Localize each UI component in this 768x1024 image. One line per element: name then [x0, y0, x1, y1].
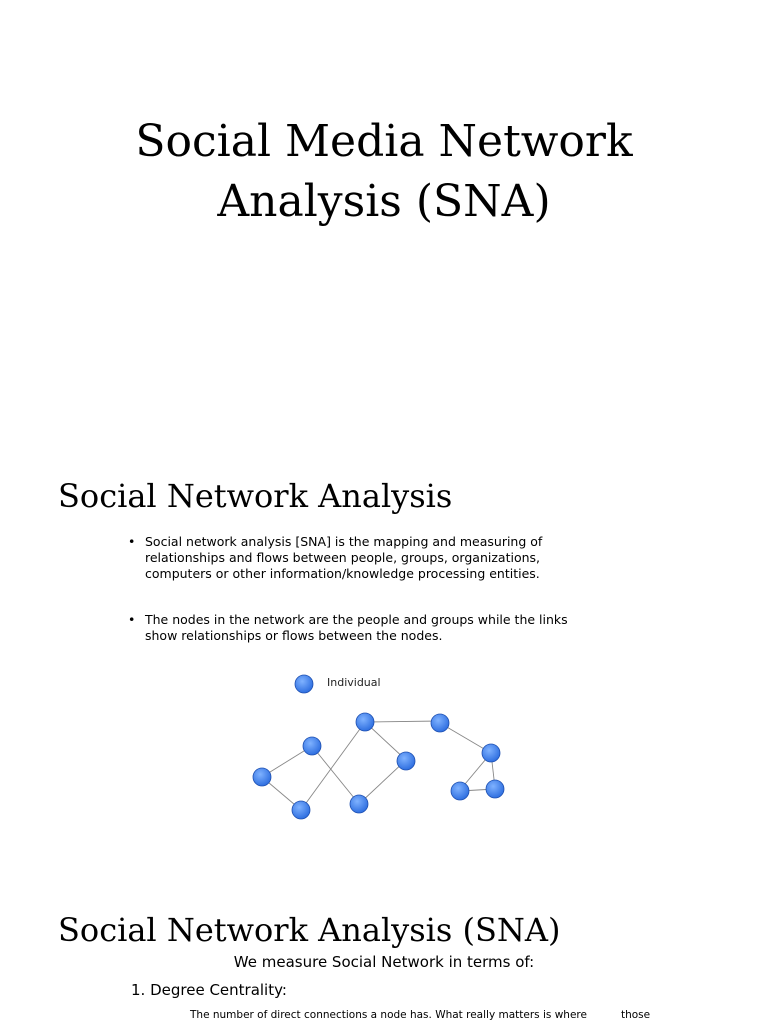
- edge: [365, 721, 440, 722]
- sna-definition-slide: [0, 440, 768, 880]
- body-text-part-2: those: [620, 1009, 651, 1021]
- title-slide: [0, 0, 768, 440]
- network-nodes: [253, 713, 504, 819]
- bullet-icon: •: [128, 534, 136, 549]
- bullet-icon: •: [128, 612, 136, 627]
- legend-node-icon: [295, 675, 313, 693]
- network-node: [303, 737, 321, 755]
- slide-heading: Social Network Analysis: [58, 477, 453, 515]
- body-text: [190, 1008, 660, 1022]
- network-node: [451, 782, 469, 800]
- network-node: [431, 714, 449, 732]
- network-node: [486, 780, 504, 798]
- network-node: [356, 713, 374, 731]
- bullet-list: [128, 534, 598, 674]
- edge: [312, 746, 359, 804]
- network-node: [397, 752, 415, 770]
- body-text-part-1: The number of direct connections a node has. What really matters is where: [190, 1009, 587, 1021]
- bullet-item: [128, 612, 598, 644]
- bullet-item: [128, 534, 598, 582]
- presentation-title: [0, 112, 768, 232]
- title-line-2: Analysis (SNA): [217, 176, 551, 227]
- bullet-text: Social network analysis [SNA] is the mapping and measuring of relationships and flows between people, groups, organizations, computers or other information/knowledge processing entities.: [145, 534, 543, 581]
- network-node: [482, 744, 500, 762]
- network-node: [253, 768, 271, 786]
- bullet-text: The nodes in the network are the people and groups while the links show relationships or flows between the nodes.: [145, 612, 568, 643]
- slide-heading: Social Network Analysis (SNA): [58, 911, 561, 949]
- legend-label: Individual: [327, 676, 381, 689]
- title-line-1: Social Media Network: [135, 116, 633, 167]
- sna-measures-slide: [0, 880, 768, 1024]
- network-node: [292, 801, 310, 819]
- network-diagram: [240, 668, 520, 838]
- numbered-item-heading: 1. Degree Centrality:: [131, 981, 287, 999]
- slide-subtitle: We measure Social Network in terms of:: [233, 953, 535, 971]
- network-node: [350, 795, 368, 813]
